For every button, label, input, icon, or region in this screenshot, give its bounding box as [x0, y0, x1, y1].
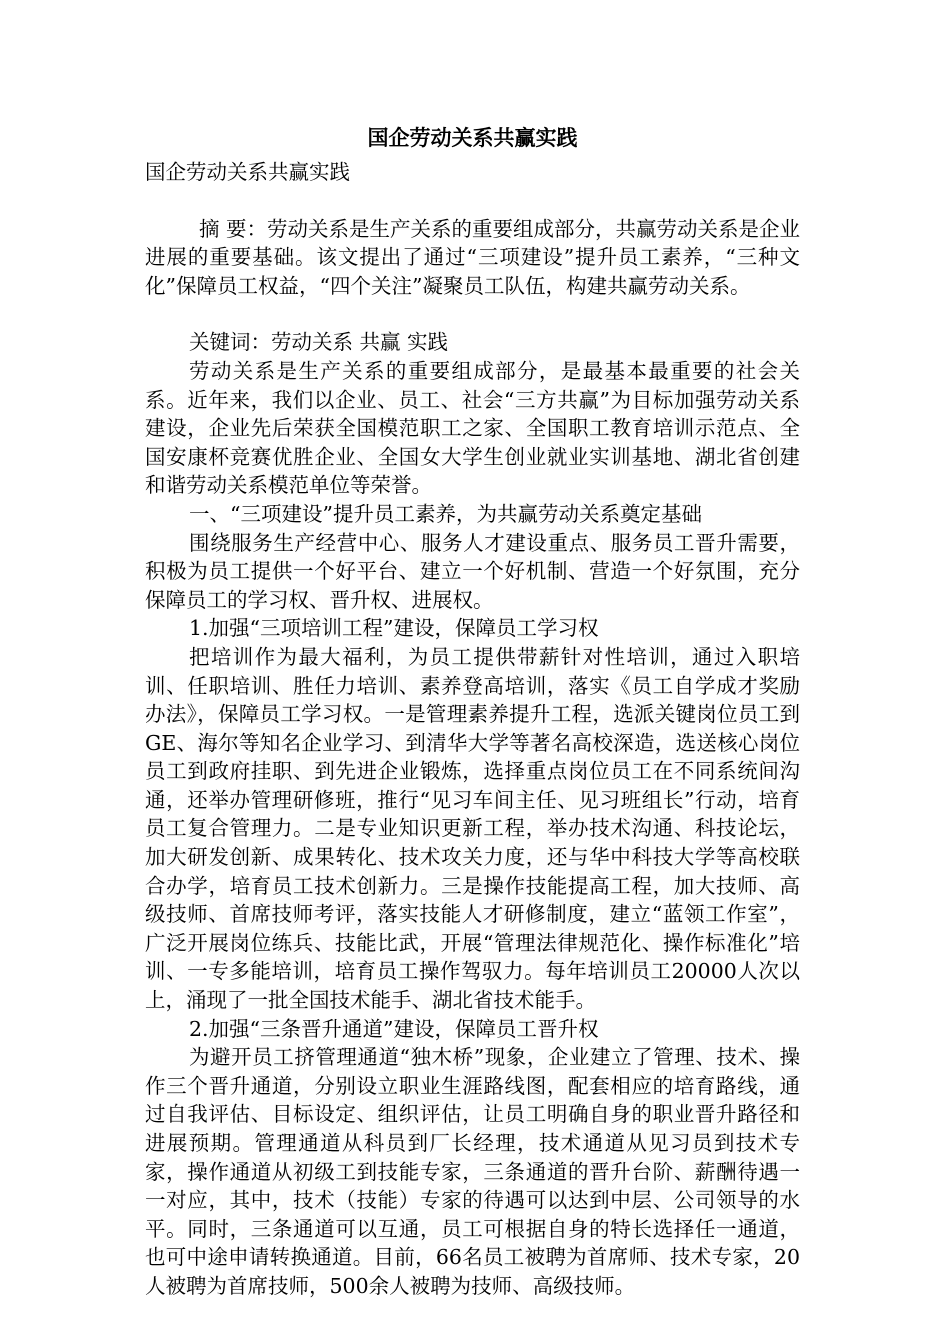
subsection-1-paragraph: 把培训作为最大福利，为员工提供带薪针对性培训，通过入职培训、任职培训、胜任力培训、素养登高培训，落实《员工自学成才奖励办法》，保障员工学习权。一是管理素养提升工程，选派关键岗位员工到GE、海尔等知名企业学习、到清华大学等著名高校深造，选送核心岗位员工到政府挂职、到先进企业锻炼，选择重点岗位员工在不同系统间沟通，还举办管理研修班，推行“见习车间主任、见习班组长”行动，培育员工复合管理力。二是专业知识更新工程，举办技术沟通、科技论坛，加大研发创新、成果转化、技术攻关力度，还与华中科技大学等高校联合办学，培育员工技术创新力。三是操作技能提高工程，加大技师、高级技师、首席技师考评，落实技能人才研修制度，建立“蓝领工作室”，广泛开展岗位练兵、技能比武，开展“管理法律规范化、操作标准化”培训、一专多能培训，培育员工操作驾驭力。每年培训员工20000人次以上，涌现了一批全国技术能手、湖北省技术能手。 [145, 644, 800, 1013]
document-subtitle: 国企劳动关系共赢实践 [145, 160, 350, 184]
document-page [145, 118, 800, 1301]
section-1-paragraph: 围绕服务生产经营中心、服务人才建设重点、服务员工晋升需要，积极为员工提供一个好平台、建立一个好机制、营造一个好氛围，充分保障员工的学习权、晋升权、进展权。 [145, 530, 800, 612]
subsection-heading-2: 2.加强“三条晋升通道”建设，保障员工晋升权 [189, 1016, 599, 1041]
document-title: 国企劳动关系共赢实践 [367, 125, 578, 150]
subsection-2-paragraph: 为避开员工挤管理通道“独木桥”现象，企业建立了管理、技术、操作三个晋升通道，分别设立职业生涯路线图，配套相应的培育路线，通过自我评估、目标设定、组织评估，让员工明确自身的职业晋升路径和进展预期。管理通道从科员到厂长经理，技术通道从见习员到技术专家，操作通道从初级工到技能专家，三条通道的晋升台阶、薪酬待遇一一对应，其中，技术（技能）专家的待遇可以达到中层、公司领导的水平。同时，三条通道可以互通，员工可根据自身的特长选择任一通道，也可中途申请转换通道。目前，66名员工被聘为首席师、技术专家，20人被聘为首席技师，500余人被聘为技师、高级技师。 [145, 1045, 800, 1298]
intro-paragraph: 劳动关系是生产关系的重要组成部分，是最基本最重要的社会关系。近年来，我们以企业、员工、社会“三方共赢”为目标加强劳动关系建设，企业先后荣获全国模范职工之家、全国职工教育培训示范点、全国安康杯竞赛优胜企业、全国女大学生创业就业实训基地、湖北省创建和谐劳动关系模范单位等荣誉。 [145, 358, 800, 498]
keywords: 关键词：劳动关系 共赢 实践 [189, 330, 449, 355]
abstract: 摘 要：劳动关系是生产关系的重要组成部分，共赢劳动关系是企业进展的重要基础。该文提出了通过“三项建设”提升员工素养，“三种文化”保障员工权益，“四个关注”凝聚员工队伍，构建共赢劳动关系。 [145, 216, 801, 298]
section-heading-1: 一、“三项建设”提升员工素养，为共赢劳动关系奠定基础 [189, 501, 702, 526]
subsection-heading-1: 1.加强“三项培训工程”建设，保障员工学习权 [189, 616, 599, 641]
